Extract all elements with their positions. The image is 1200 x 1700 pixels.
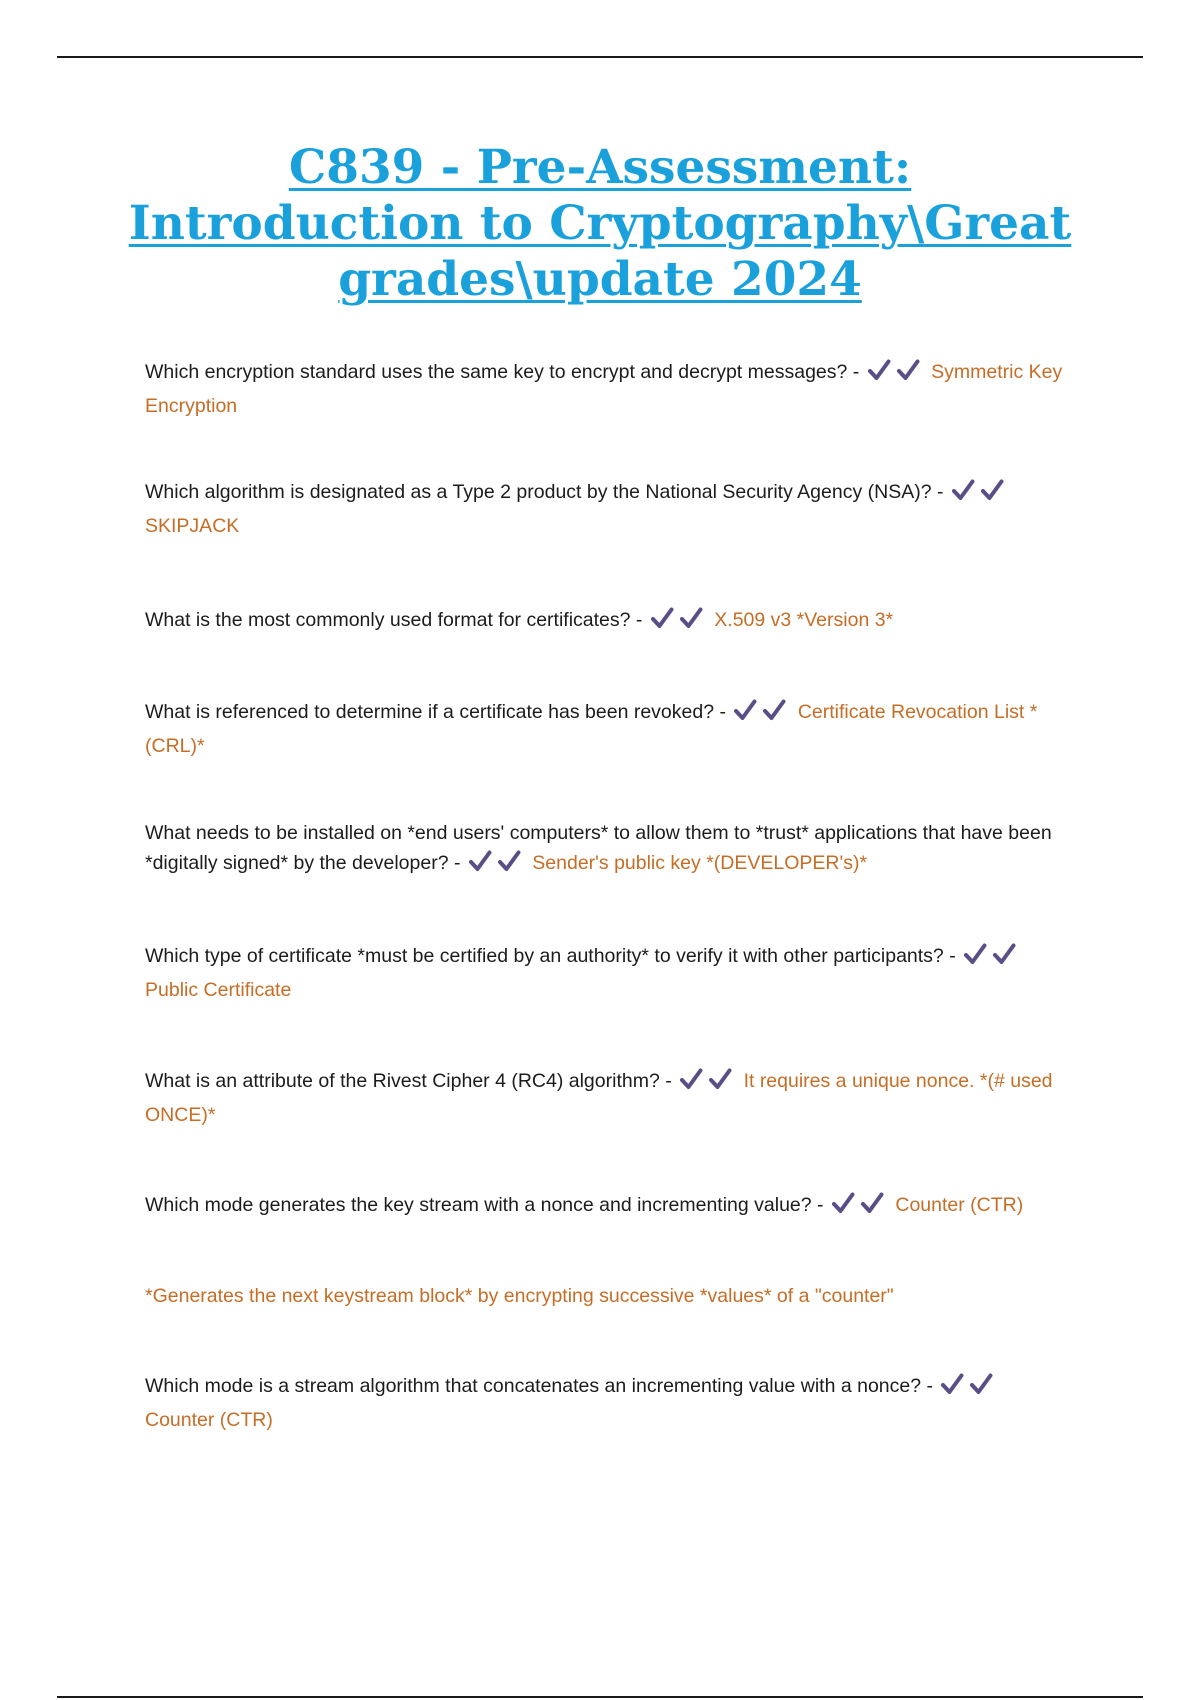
- check-marks: [867, 358, 925, 391]
- question-text: Which mode generates the key stream with a nonce and incrementing value? -: [145, 1194, 824, 1216]
- qa-item: [145, 941, 1065, 1005]
- answer-text: Public Certificate: [145, 979, 292, 1001]
- bottom-rule: [57, 1696, 1143, 1698]
- check-mark-icon: [679, 606, 703, 630]
- answer-text: It requires a unique nonce. *(# used ONCE)*: [145, 1070, 1053, 1126]
- answer-text: Certificate Revocation List *(CRL)*: [145, 701, 1038, 757]
- qa-item: [145, 1190, 1065, 1224]
- qa-item: [145, 477, 1065, 541]
- check-marks: [940, 1372, 998, 1405]
- check-mark-icon: [733, 698, 757, 722]
- check-mark-icon: [708, 1067, 732, 1091]
- question-text: What needs to be installed on *end users' computers* to allow them to *trust* applications that have been *digitally signed* by the developer? -: [145, 822, 1052, 874]
- answer-text: Symmetric Key Encryption: [145, 361, 1063, 417]
- check-marks: [468, 849, 526, 882]
- check-mark-icon: [762, 698, 786, 722]
- answer-text: Sender's public key *(DEVELOPER's)*: [532, 852, 868, 874]
- check-marks: [733, 698, 791, 731]
- qa-item: [145, 1066, 1065, 1130]
- check-marks: [963, 942, 1021, 975]
- check-mark-icon: [497, 849, 521, 873]
- check-marks: [679, 1067, 737, 1100]
- check-mark-icon: [679, 1067, 703, 1091]
- question-text: What is referenced to determine if a certificate has been revoked? -: [145, 701, 726, 723]
- check-marks: [831, 1191, 889, 1224]
- question-text: Which encryption standard uses the same key to encrypt and decrypt messages? -: [145, 361, 860, 383]
- title-line-2: Introduction to Cryptography\Great: [128, 196, 1072, 251]
- check-mark-icon: [650, 606, 674, 630]
- question-text: Which algorithm is designated as a Type 2 product by the National Security Agency (NSA)? -: [145, 481, 944, 503]
- question-text: What is an attribute of the Rivest Cipher 4 (RC4) algorithm? -: [145, 1070, 672, 1092]
- title-line-1: C839 - Pre-Assessment:: [288, 140, 912, 195]
- check-mark-icon: [867, 358, 891, 382]
- qa-item: [145, 818, 1065, 882]
- answer-note: *Generates the next keystream block* by encrypting successive *values* of a "counter": [145, 1285, 894, 1307]
- check-mark-icon: [963, 942, 987, 966]
- title-line-3: grades\update 2024: [338, 252, 862, 307]
- answer-text: Counter (CTR): [145, 1409, 273, 1431]
- question-text: Which type of certificate *must be certified by an authority* to verify it with other participants? -: [145, 945, 956, 967]
- answer-text: SKIPJACK: [145, 515, 240, 537]
- top-rule: [57, 56, 1143, 58]
- qa-item: [145, 1371, 1065, 1435]
- check-mark-icon: [969, 1372, 993, 1396]
- question-text: What is the most commonly used format for certificates? -: [145, 609, 643, 631]
- check-mark-icon: [831, 1191, 855, 1215]
- qa-item: [145, 697, 1065, 761]
- check-mark-icon: [940, 1372, 964, 1396]
- question-text: Which mode is a stream algorithm that concatenates an incrementing value with a nonce? -: [145, 1375, 933, 1397]
- answer-text: X.509 v3 *Version 3*: [714, 609, 894, 631]
- check-mark-icon: [468, 849, 492, 873]
- qa-item: [145, 605, 1065, 639]
- check-mark-icon: [980, 478, 1004, 502]
- check-mark-icon: [992, 942, 1016, 966]
- check-marks: [650, 606, 708, 639]
- qa-item: [145, 357, 1065, 421]
- page-title: [100, 140, 1100, 308]
- check-marks: [951, 478, 1009, 511]
- check-mark-icon: [896, 358, 920, 382]
- check-mark-icon: [951, 478, 975, 502]
- answer-text: Counter (CTR): [895, 1194, 1024, 1216]
- check-mark-icon: [860, 1191, 884, 1215]
